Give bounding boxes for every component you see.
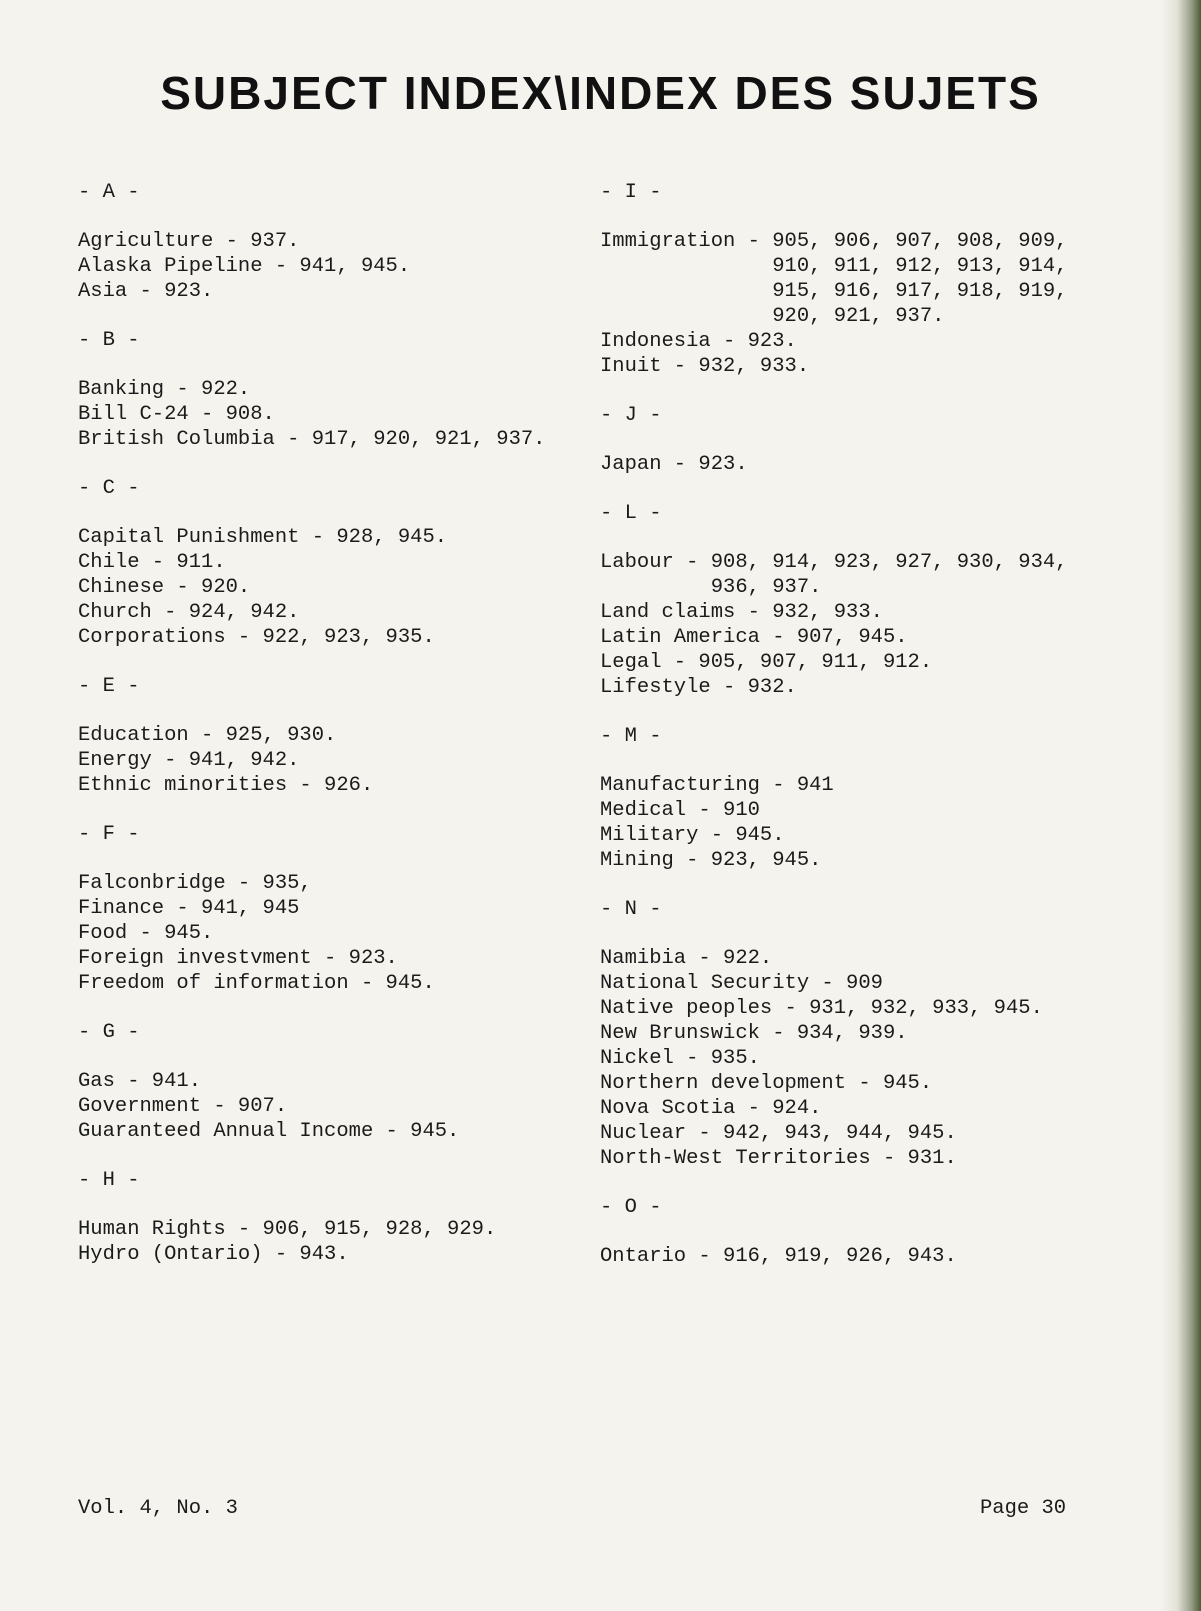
index-entry: Education - 925, 930. <box>78 724 337 747</box>
index-entry: Nova Scotia - 924. <box>600 1097 822 1120</box>
section-letter: - G - <box>78 1021 140 1044</box>
index-section <box>78 328 578 452</box>
index-entry: Human Rights - 906, 915, 928, 929. <box>78 1218 497 1241</box>
left-index-column <box>78 180 578 1267</box>
index-entry: Nickel - 935. <box>600 1047 760 1070</box>
index-section <box>600 724 1080 873</box>
index-section <box>600 180 1080 379</box>
index-section <box>600 897 1080 1171</box>
index-entry: Native peoples - 931, 932, 933, 945. <box>600 997 1043 1020</box>
index-entry: Northern development - 945. <box>600 1072 933 1095</box>
section-letter: - F - <box>78 823 140 846</box>
index-entry: Nuclear - 942, 943, 944, 945. <box>600 1122 957 1145</box>
index-entry: Inuit - 932, 933. <box>600 355 810 378</box>
index-entry: Chinese - 920. <box>78 576 251 599</box>
index-entry: Food - 945. <box>78 922 214 945</box>
index-entry: Church - 924, 942. <box>78 601 300 624</box>
index-entry: Guaranteed Annual Income - 945. <box>78 1120 460 1143</box>
index-entry: 920, 921, 937. <box>600 305 945 328</box>
index-section <box>600 501 1080 700</box>
index-entry: Corporations - 922, 923, 935. <box>78 626 435 649</box>
index-section <box>78 476 578 650</box>
page-edge-shadow <box>1161 0 1201 1611</box>
index-entry: Asia - 923. <box>78 280 214 303</box>
index-entry: North-West Territories - 931. <box>600 1147 957 1170</box>
index-entry: Banking - 922. <box>78 378 251 401</box>
index-entry: Legal - 905, 907, 911, 912. <box>600 651 933 674</box>
index-entry: Manufacturing - 941 <box>600 774 834 797</box>
index-entry: Agriculture - 937. <box>78 230 300 253</box>
volume-number: Vol. 4, No. 3 <box>78 1497 238 1520</box>
index-entry: Indonesia - 923. <box>600 330 797 353</box>
index-entry: Alaska Pipeline - 941, 945. <box>78 255 411 278</box>
index-entry: British Columbia - 917, 920, 921, 937. <box>78 428 546 451</box>
index-entry: Foreign investvment - 923. <box>78 947 398 970</box>
index-entry: Military - 945. <box>600 824 785 847</box>
index-entry: Freedom of information - 945. <box>78 972 435 995</box>
index-entry: Chile - 911. <box>78 551 226 574</box>
index-entry: Finance - 941, 945 <box>78 897 300 920</box>
index-section <box>78 180 578 304</box>
index-entry: National Security - 909 <box>600 972 883 995</box>
index-entry: Labour - 908, 914, 923, 927, 930, 934, <box>600 551 1068 574</box>
index-entry: Japan - 923. <box>600 453 748 476</box>
index-entry: 915, 916, 917, 918, 919, <box>600 280 1068 303</box>
index-entry: Ontario - 916, 919, 926, 943. <box>600 1245 957 1268</box>
index-entry: Latin America - 907, 945. <box>600 626 908 649</box>
section-letter: - E - <box>78 675 140 698</box>
index-entry: 910, 911, 912, 913, 914, <box>600 255 1068 278</box>
index-entry: Immigration - 905, 906, 907, 908, 909, <box>600 230 1068 253</box>
section-letter: - A - <box>78 181 140 204</box>
index-entry: Medical - 910 <box>600 799 760 822</box>
section-letter: - M - <box>600 725 662 748</box>
index-entry: Namibia - 922. <box>600 947 773 970</box>
index-section <box>78 674 578 798</box>
index-entry: Energy - 941, 942. <box>78 749 300 772</box>
page-title: SUBJECT INDEX\INDEX DES SUJETS <box>160 67 1041 119</box>
index-section <box>78 1020 578 1144</box>
section-letter: - H - <box>78 1169 140 1192</box>
right-index-column <box>600 180 1080 1269</box>
index-section <box>600 1195 1080 1269</box>
index-entry: Lifestyle - 932. <box>600 676 797 699</box>
section-letter: - C - <box>78 477 140 500</box>
index-entry: New Brunswick - 934, 939. <box>600 1022 908 1045</box>
index-entry: Land claims - 932, 933. <box>600 601 883 624</box>
section-letter: - I - <box>600 181 662 204</box>
index-entry: Government - 907. <box>78 1095 288 1118</box>
index-entry: Ethnic minorities - 926. <box>78 774 374 797</box>
index-entry: Mining - 923, 945. <box>600 849 822 872</box>
section-letter: - O - <box>600 1196 662 1219</box>
section-letter: - B - <box>78 329 140 352</box>
index-entry: Gas - 941. <box>78 1070 202 1093</box>
index-section <box>78 822 578 996</box>
page-number: Page 30 <box>980 1497 1067 1520</box>
section-letter: - N - <box>600 898 662 921</box>
index-entry: Capital Punishment - 928, 945. <box>78 526 448 549</box>
index-entry: Hydro (Ontario) - 943. <box>78 1243 349 1266</box>
section-letter: - L - <box>600 502 662 525</box>
index-entry: Bill C-24 - 908. <box>78 403 275 426</box>
index-entry: 936, 937. <box>600 576 822 599</box>
index-entry: Falconbridge - 935, <box>78 872 312 895</box>
index-section <box>78 1168 578 1267</box>
index-section <box>600 403 1080 477</box>
section-letter: - J - <box>600 404 662 427</box>
